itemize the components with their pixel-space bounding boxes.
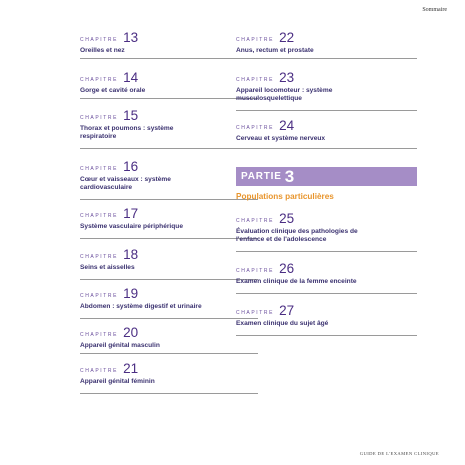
- divider: [236, 293, 417, 294]
- toc-entry-17[interactable]: [80, 206, 258, 231]
- toc-entry-16[interactable]: [80, 159, 258, 192]
- chapter-title: Seins et aisselles: [80, 264, 135, 271]
- divider: [236, 148, 417, 149]
- divider: [80, 353, 258, 354]
- divider: [236, 335, 417, 336]
- chapter-label: CHAPITRE: [236, 125, 275, 131]
- divider: [236, 58, 417, 59]
- divider: [80, 318, 258, 319]
- toc-entry-18[interactable]: [80, 247, 258, 272]
- chapter-title: Appareil locomoteur : système musculosquelettique: [236, 87, 333, 102]
- chapter-title: Appareil génital féminin: [80, 378, 155, 385]
- chapter-label: CHAPITRE: [236, 37, 275, 43]
- chapter-title: Évaluation clinique des pathologies de l'enfance et de l'adolescence: [236, 228, 358, 243]
- chapter-label: CHAPITRE: [80, 213, 119, 219]
- chapter-title: Oreilles et nez: [80, 47, 125, 54]
- chapter-title: Cerveau et système nerveux: [236, 135, 326, 142]
- chapter-label: CHAPITRE: [236, 218, 275, 224]
- chapter-label: CHAPITRE: [236, 77, 275, 83]
- divider: [80, 199, 258, 200]
- chapter-number: 23: [279, 70, 295, 85]
- toc-entry-26[interactable]: [236, 261, 417, 286]
- divider: [80, 148, 258, 149]
- chapter-title: Examen clinique de la femme enceinte: [236, 278, 357, 285]
- part-title[interactable]: Populations particulières: [236, 192, 334, 201]
- toc-entry-27[interactable]: [236, 303, 417, 328]
- divider: [80, 279, 258, 280]
- chapter-label: CHAPITRE: [80, 368, 119, 374]
- divider: [236, 110, 417, 111]
- part-number: 3: [284, 166, 295, 186]
- toc-entry-24[interactable]: [236, 118, 417, 143]
- chapter-title: Thorax et poumons : système respiratoire: [80, 125, 174, 140]
- chapter-number: 19: [123, 286, 139, 301]
- chapter-number: 16: [123, 159, 139, 174]
- toc-entry-25[interactable]: [236, 211, 417, 244]
- chapter-number: 20: [123, 325, 139, 340]
- chapter-number: 21: [123, 361, 139, 376]
- toc-entry-19[interactable]: [80, 286, 258, 311]
- chapter-label: CHAPITRE: [80, 332, 119, 338]
- chapter-label: CHAPITRE: [80, 115, 119, 121]
- chapter-number: 14: [123, 70, 139, 85]
- chapter-title: Système vasculaire périphérique: [80, 223, 183, 230]
- chapter-title: Appareil génital masculin: [80, 342, 160, 349]
- chapter-number: 18: [123, 247, 139, 262]
- chapter-number: 13: [123, 30, 139, 45]
- chapter-label: CHAPITRE: [236, 310, 275, 316]
- chapter-number: 22: [279, 30, 295, 45]
- part-banner: [236, 167, 417, 186]
- toc-entry-13[interactable]: [80, 30, 258, 55]
- chapter-title: Cœur et vaisseaux : système cardiovasculaire: [80, 176, 171, 191]
- chapter-number: 27: [279, 303, 295, 318]
- toc-entry-14[interactable]: [80, 70, 258, 95]
- divider: [80, 393, 258, 394]
- divider: [80, 238, 258, 239]
- chapter-number: 25: [279, 211, 295, 226]
- chapter-label: CHAPITRE: [80, 37, 119, 43]
- chapter-label: CHAPITRE: [236, 268, 275, 274]
- chapter-title: Anus, rectum et prostate: [236, 47, 314, 54]
- toc-entry-21[interactable]: [80, 361, 258, 386]
- chapter-number: 15: [123, 108, 139, 123]
- toc-entry-23[interactable]: [236, 70, 417, 103]
- chapter-title: Examen clinique du sujet âgé: [236, 320, 329, 327]
- chapter-label: CHAPITRE: [80, 166, 119, 172]
- chapter-title: Abdomen : système digestif et urinaire: [80, 303, 202, 310]
- toc-entry-22[interactable]: [236, 30, 417, 55]
- toc-entry-20[interactable]: [80, 325, 258, 350]
- chapter-label: CHAPITRE: [80, 254, 119, 260]
- chapter-label: CHAPITRE: [80, 77, 119, 83]
- divider: [80, 98, 258, 99]
- chapter-number: 26: [279, 261, 295, 276]
- part-word: PARTIE: [241, 171, 282, 182]
- section-header: Sommaire: [422, 7, 447, 13]
- running-footer: GUIDE DE L'EXAMEN CLINIQUE: [359, 451, 439, 456]
- chapter-number: 24: [279, 118, 295, 133]
- toc-entry-15[interactable]: [80, 108, 258, 141]
- chapter-label: CHAPITRE: [80, 293, 119, 299]
- chapter-title: Gorge et cavité orale: [80, 87, 146, 94]
- divider: [236, 251, 417, 252]
- divider: [80, 58, 258, 59]
- chapter-number: 17: [123, 206, 139, 221]
